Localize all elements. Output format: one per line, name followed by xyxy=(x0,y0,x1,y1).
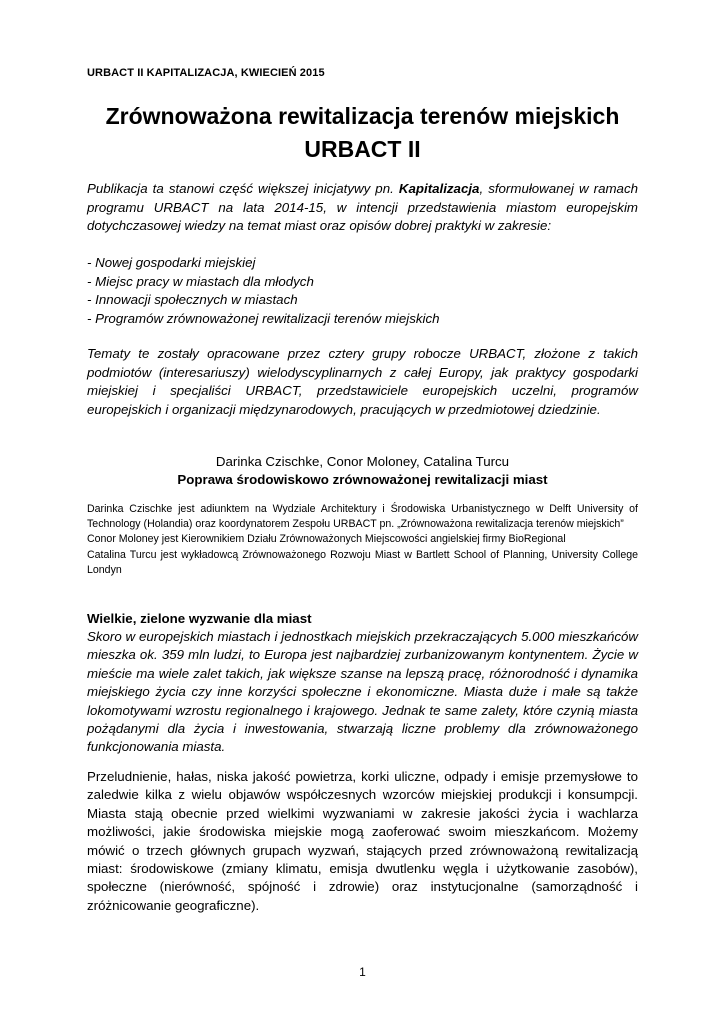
author-bios xyxy=(87,502,638,578)
author-bio: Conor Moloney jest Kierownikiem Działu Zrównoważonych Miejscowości angielskiej firmy BioRegional xyxy=(87,533,566,546)
body-paragraph: Przeludnienie, hałas, niska jakość powietrza, korki uliczne, odpady i emisje przemysłowe to zaledwie kilka z wielu objawów współczesnych wzorców miejskiej produkcji i konsumpcji. Miasta stają obecnie przed wielkimi wyzwaniami w zakresie jakości życia i wachlarza możliwości, jakie środowiska miejskie mogą zaoferować swoim mieszkańcom. Możemy mówić o trzech głównych grupach wyzwań, stających przed zrównoważoną rewitalizacją miast: środowiskowe (zmiany klimatu, emisja dwutlenku węgla i użytkowanie zasobów), społeczne (nierówność, spójność i zdrowie) oraz instytucjonalne (samorządność i zróżnicowanie geograficzne). xyxy=(87,769,638,913)
page-number: 1 xyxy=(359,965,366,979)
intro-text-start: Publikacja ta stanowi część większej inicjatywy pn. xyxy=(87,181,399,196)
document-title xyxy=(60,100,665,166)
section-heading: Wielkie, zielone wyzwanie dla miast xyxy=(87,611,312,626)
list-item: - Miejsc pracy w miastach dla młodych xyxy=(87,273,314,289)
article-authors: Darinka Czischke, Conor Moloney, Catalina Turcu xyxy=(215,454,510,469)
document-title-line1: Zrównoważona rewitalizacja terenów miejskich xyxy=(105,103,620,129)
document-title-line2: URBACT II xyxy=(304,136,421,162)
intro-bold-term: Kapitalizacja xyxy=(398,181,480,196)
list-item: - Innowacji społecznych w miastach xyxy=(87,292,298,308)
list-item: - Nowej gospodarki miejskiej xyxy=(87,255,256,270)
author-bio: Catalina Turcu jest wykładowcą Zrównoważonego Rozwoju Miast w Bartlett School of Planning, University College Londyn xyxy=(87,548,638,576)
topics-paragraph: Tematy te zostały opracowane przez cztery grupy robocze URBACT, złożone z takich podmiotów (interesariuszy) wielodyscyplinarnych z całej Europy, jak praktycy gospodarki miejskiej i specjaliści URBACT, przedstawiciele europejskich uczelni, programów europejskich i organizacji międzynarodowych, pracujących w przedmiotowej dziedzinie. xyxy=(87,346,638,417)
author-bio: Darinka Czischke jest adiunktem na Wydziale Architektury i Środowiska Urbanistycznego w Delft University of Technology (Holandia) oraz koordynatorem Zespołu URBACT pn. „Zrównoważona rewitalizacja terenów miejskich” xyxy=(87,503,638,531)
section-lead-paragraph: Skoro w europejskich miastach i jednostkach miejskich przekraczających 5.000 mieszkańców mieszka ok. 359 mln ludzi, to Europa jest najbardziej zurbanizowanym kontynentem. Życie w mieście ma wiele zalet takich, jak większe szanse na lepszą pracę, różnorodność i dynamika miejskiego życia czy inne korzyści społeczne i ekonomiczne. Miasta duże i małe są także lokomotywami wzrostu regionalnego i krajowego. Jednak te same zalety, które czynią miasta pożądanymi dla życia i inwestowania, stwarzają liczne problemy dla zrównoważonego funkcjonowania miasta. xyxy=(87,629,638,755)
intro-paragraph xyxy=(87,180,638,236)
article-title: Poprawa środowiskowo zrównoważonej rewitalizacji miast xyxy=(177,472,548,487)
publication-header: URBACT II KAPITALIZACJA, KWIECIEŃ 2015 xyxy=(87,67,325,79)
topic-list xyxy=(87,254,638,328)
list-item: - Programów zrównoważonej rewitalizacji terenów miejskich xyxy=(87,310,440,326)
intro-text-end: , sformułowanej w ramach programu URBACT na lata 2014-15, w intencji przedstawienia miastom europejskim dotychczasowej wiedzy na temat miast oraz opisów dobrej praktyki w zakresie: xyxy=(87,181,638,234)
